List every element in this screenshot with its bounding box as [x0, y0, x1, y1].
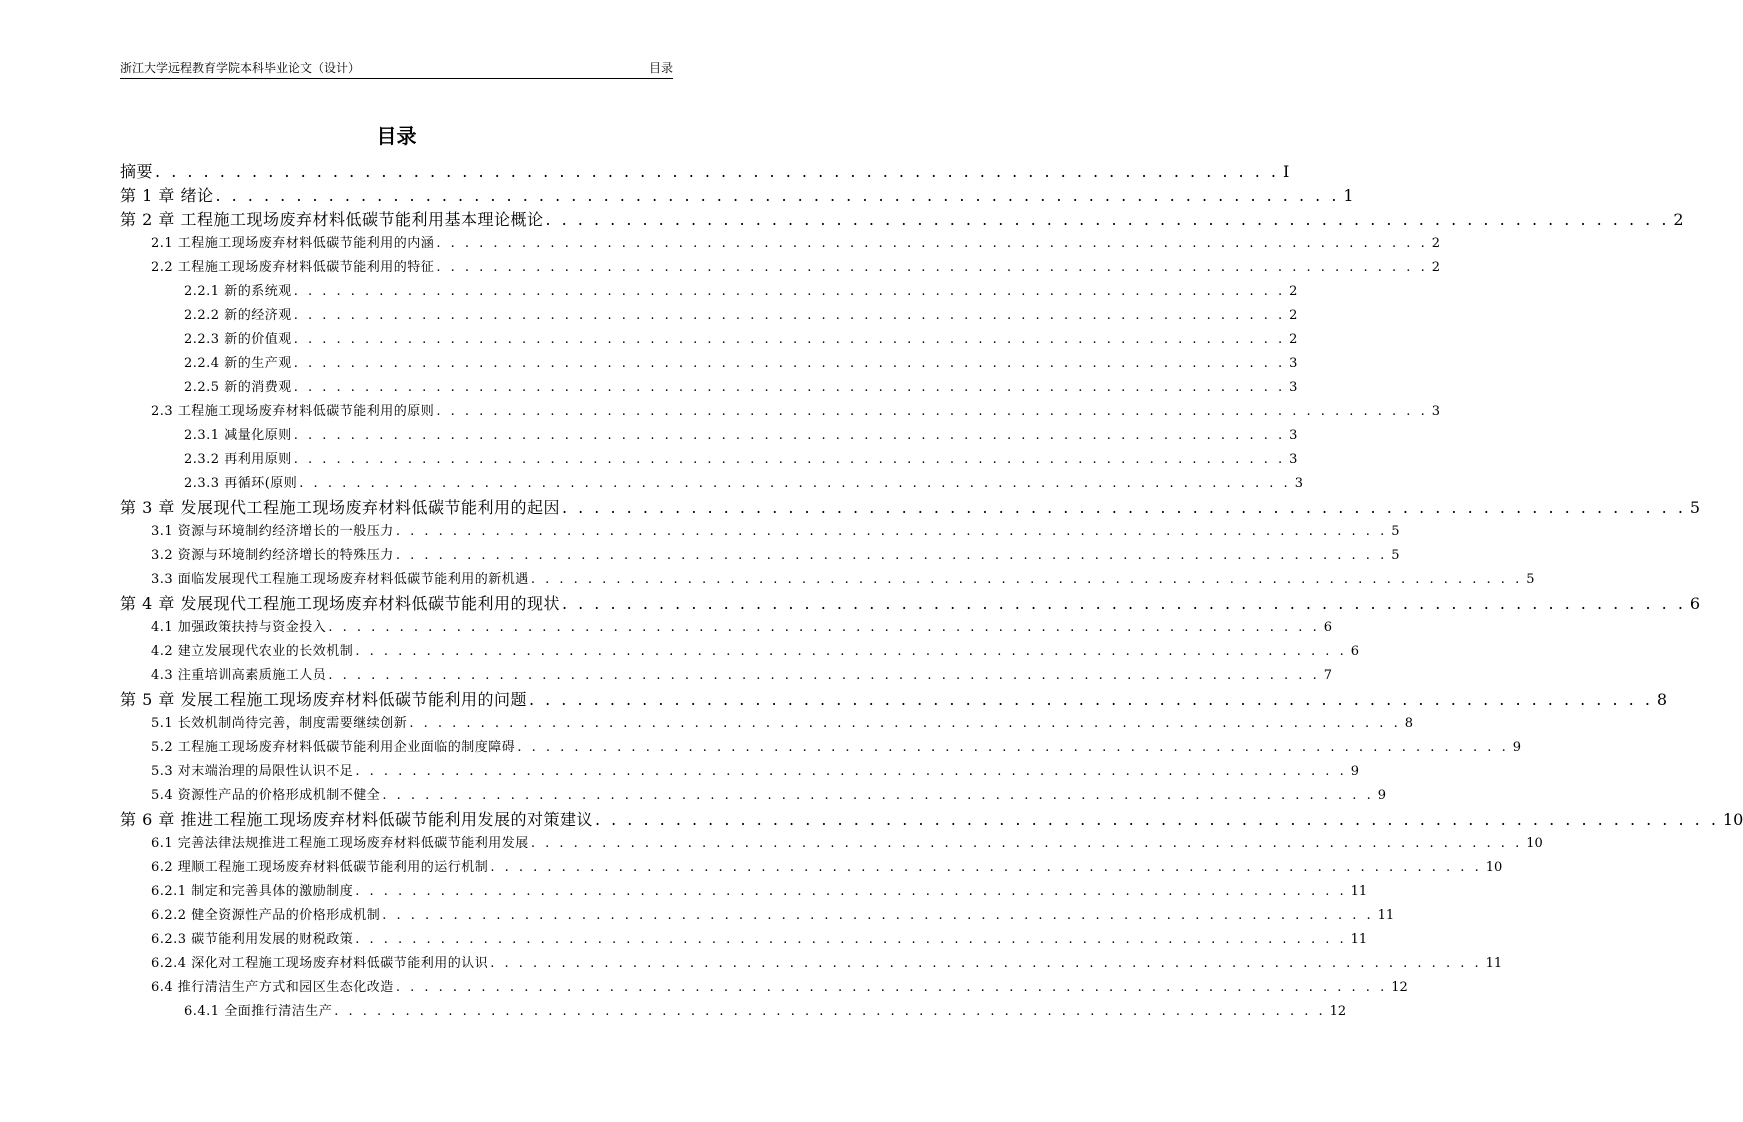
toc-entry-title: 5.2 工程施工现场废弃材料低碳节能利用企业面临的制度障碍 [151, 740, 516, 755]
toc-entry-title: 5.1 长效机制尚待完善，制度需要继续创新 [151, 716, 408, 731]
toc-entry[interactable] [120, 808, 1743, 832]
toc-entry-page-number: 9 [1377, 788, 1386, 803]
header-section-name: 目录 [648, 61, 673, 75]
toc-entry-title: 2.2 工程施工现场废弃材料低碳节能利用的特征 [151, 260, 435, 275]
toc-entry-title: 第 1 章 绪论 [120, 186, 214, 205]
toc-dot-leader: . . . . . . . . . . . . . . . . . . . . . . . . . . . . . . . . . . . . . . . . . . . . . . . . . . . . . . . . . . . . . . . . . . . . . . [355, 644, 1347, 659]
toc-entry[interactable] [120, 256, 1440, 280]
toc-entry-page-number: 12 [1329, 1004, 1347, 1019]
toc-entry-title: 6.2.4 深化对工程施工现场废弃材料低碳节能利用的认识 [151, 956, 489, 971]
toc-dot-leader: . . . . . . . . . . . . . . . . . . . . . . . . . . . . . . . . . . . . . . . . . . . . . . . . . . . . . . . . . . . . . . . . . . . . . . [545, 210, 1670, 229]
toc-entry-title: 2.2.3 新的价值观 [184, 332, 292, 347]
toc-entry[interactable] [120, 784, 1386, 808]
toc-dot-leader: . . . . . . . . . . . . . . . . . . . . . . . . . . . . . . . . . . . . . . . . . . . . . . . . . . . . . . . . . . . . . . . . . . . . . . [293, 428, 1286, 443]
toc-entry-title: 2.3.2 再利用原则 [184, 452, 292, 467]
toc-entry-title: 6.2 理顺工程施工现场废弃材料低碳节能利用的运行机制 [151, 860, 489, 875]
toc-dot-leader: . . . . . . . . . . . . . . . . . . . . . . . . . . . . . . . . . . . . . . . . . . . . . . . . . . . . . . . . . . . . . . . . . . . . . . [382, 788, 1374, 803]
toc-entry-page-number: 3 [1289, 428, 1298, 443]
toc-entry-page-number: 5 [1391, 524, 1400, 539]
toc-entry[interactable] [120, 1000, 1347, 1024]
toc-dot-leader: . . . . . . . . . . . . . . . . . . . . . . . . . . . . . . . . . . . . . . . . . . . . . . . . . . . . . . . . . . . . . . . . . . . . . . [293, 452, 1286, 467]
toc-dot-leader: . . . . . . . . . . . . . . . . . . . . . . . . . . . . . . . . . . . . . . . . . . . . . . . . . . . . . . . . . . . . . . . . . . . . . . [328, 620, 1320, 635]
toc-entry[interactable] [120, 880, 1368, 904]
toc-entry-page-number: 2 [1431, 236, 1440, 251]
toc-dot-leader: . . . . . . . . . . . . . . . . . . . . . . . . . . . . . . . . . . . . . . . . . . . . . . . . . . . . . . . . . . . . . . . . . . . . . . [293, 356, 1286, 371]
toc-entry-page-number: 11 [1350, 884, 1368, 899]
toc-entry[interactable] [120, 616, 1332, 640]
toc-entry[interactable] [120, 496, 1701, 520]
toc-entry[interactable] [120, 688, 1668, 712]
page-title: 目录 [376, 124, 417, 148]
header-document-title: 浙江大学远程教育学院本科毕业论文（设计） [120, 61, 361, 75]
toc-dot-leader: . . . . . . . . . . . . . . . . . . . . . . . . . . . . . . . . . . . . . . . . . . . . . . . . . . . . . . . . . . . . . . . . . . . . . . [528, 690, 1653, 709]
toc-entry[interactable] [120, 544, 1400, 568]
toc-entry[interactable] [120, 376, 1298, 400]
toc-entry[interactable] [120, 952, 1503, 976]
toc-entry-title: 2.2.1 新的系统观 [184, 284, 292, 299]
toc-entry-title: 5.3 对末端治理的局限性认识不足 [151, 764, 354, 779]
toc-entry[interactable] [120, 928, 1368, 952]
toc-entry[interactable] [120, 760, 1359, 784]
toc-entry-page-number: 11 [1350, 932, 1368, 947]
toc-dot-leader: . . . . . . . . . . . . . . . . . . . . . . . . . . . . . . . . . . . . . . . . . . . . . . . . . . . . . . . . . . . . . . . . . . . . . . [436, 260, 1428, 275]
toc-dot-leader: . . . . . . . . . . . . . . . . . . . . . . . . . . . . . . . . . . . . . . . . . . . . . . . . . . . . . . . . . . . . . . . . . . . . . . [436, 236, 1428, 251]
toc-entry-page-number: 5 [1526, 572, 1535, 587]
toc-entry-page-number: 3 [1289, 452, 1298, 467]
toc-entry-title: 4.2 建立发展现代农业的长效机制 [151, 644, 354, 659]
toc-entry-page-number: 8 [1404, 716, 1413, 731]
toc-entry-title: 5.4 资源性产品的价格形成机制不健全 [151, 788, 381, 803]
toc-entry-page-number: 10 [1485, 860, 1503, 875]
toc-dot-leader: . . . . . . . . . . . . . . . . . . . . . . . . . . . . . . . . . . . . . . . . . . . . . . . . . . . . . . . . . . . . . . . . . . . . . . [436, 404, 1428, 419]
toc-entry-page-number: 5 [1689, 498, 1701, 517]
toc-entry-page-number: 2 [1289, 308, 1298, 323]
toc-entry-page-number: 8 [1656, 690, 1668, 709]
toc-dot-leader: . . . . . . . . . . . . . . . . . . . . . . . . . . . . . . . . . . . . . . . . . . . . . . . . . . . . . . . . . . . . . . . . . . . . . . [490, 860, 1482, 875]
toc-entry-page-number: 11 [1485, 956, 1503, 971]
toc-entry-title: 第 3 章 发展现代工程施工现场废弃材料低碳节能利用的起因 [120, 498, 560, 517]
toc-entry-page-number: 10 [1722, 810, 1743, 829]
toc-dot-leader: . . . . . . . . . . . . . . . . . . . . . . . . . . . . . . . . . . . . . . . . . . . . . . . . . . . . . . . . . . . . . . . . . . . . . . [594, 810, 1719, 829]
toc-entry-page-number: 3 [1431, 404, 1440, 419]
toc-entry-page-number: 6 [1689, 594, 1701, 613]
toc-entry-title: 2.3 工程施工现场废弃材料低碳节能利用的原则 [151, 404, 435, 419]
toc-entry-title: 3.1 资源与环境制约经济增长的一般压力 [151, 524, 394, 539]
toc-entry-page-number: 2 [1431, 260, 1440, 275]
toc-entry-page-number: 3 [1289, 380, 1298, 395]
toc-entry[interactable] [120, 736, 1521, 760]
toc-entry-page-number: 12 [1391, 980, 1408, 995]
toc-dot-leader: . . . . . . . . . . . . . . . . . . . . . . . . . . . . . . . . . . . . . . . . . . . . . . . . . . . . . . . . . . . . . . . . . . . . . . [299, 476, 1291, 491]
toc-entry-title: 2.3.1 减量化原则 [184, 428, 292, 443]
toc-entry[interactable] [120, 352, 1298, 376]
toc-dot-leader: . . . . . . . . . . . . . . . . . . . . . . . . . . . . . . . . . . . . . . . . . . . . . . . . . . . . . . . . . . . . . . . . . . . . . . [293, 308, 1286, 323]
toc-entry-title: 第 5 章 发展工程施工现场废弃材料低碳节能利用的问题 [120, 690, 527, 709]
toc-entry-title: 3.2 资源与环境制约经济增长的特殊压力 [151, 548, 394, 563]
toc-entry-page-number: 9 [1350, 764, 1359, 779]
toc-entry[interactable] [120, 568, 1535, 592]
toc-entry[interactable] [120, 832, 1543, 856]
toc-entry-title: 摘要 [120, 162, 154, 181]
toc-entry-title: 2.1 工程施工现场废弃材料低碳节能利用的内涵 [151, 236, 435, 251]
toc-dot-leader: . . . . . . . . . . . . . . . . . . . . . . . . . . . . . . . . . . . . . . . . . . . . . . . . . . . . . . . . . . . . . . . . . . . . . . [530, 836, 1523, 851]
toc-entry-page-number: 1 [1343, 186, 1354, 205]
toc-entry[interactable] [120, 424, 1298, 448]
toc-entry[interactable] [120, 304, 1298, 328]
toc-entry[interactable] [120, 640, 1359, 664]
toc-entry[interactable] [120, 712, 1413, 736]
toc-entry-page-number: 2 [1289, 332, 1298, 347]
toc-entry-page-number: 6 [1350, 644, 1359, 659]
toc-entry-title: 2.2.5 新的消费观 [184, 380, 292, 395]
toc-entry[interactable] [120, 160, 1290, 184]
toc-entry-title: 2.2.2 新的经济观 [184, 308, 292, 323]
toc-entry-title: 2.2.4 新的生产观 [184, 356, 292, 371]
toc-dot-leader: . . . . . . . . . . . . . . . . . . . . . . . . . . . . . . . . . . . . . . . . . . . . . . . . . . . . . . . . . . . . . . . . . . . . . . [409, 716, 1401, 731]
toc-entry-title: 6.4.1 全面推行清洁生产 [184, 1004, 333, 1019]
toc-entry-title: 6.2.3 碳节能利用发展的财税政策 [151, 932, 354, 947]
page-header [120, 56, 673, 79]
toc-dot-leader: . . . . . . . . . . . . . . . . . . . . . . . . . . . . . . . . . . . . . . . . . . . . . . . . . . . . . . . . . . . . . . . . . . . . . . [395, 524, 1388, 539]
toc-dot-leader: . . . . . . . . . . . . . . . . . . . . . . . . . . . . . . . . . . . . . . . . . . . . . . . . . . . . . . . . . . . . . . . . . . . . . . [530, 572, 1523, 587]
toc-entry[interactable] [120, 232, 1440, 256]
toc-dot-leader: . . . . . . . . . . . . . . . . . . . . . . . . . . . . . . . . . . . . . . . . . . . . . . . . . . . . . . . . . . . . . . . . . . . . . . [328, 668, 1320, 683]
toc-entry[interactable] [120, 472, 1303, 496]
toc-entry-page-number: 2 [1289, 284, 1298, 299]
toc-entry-title: 第 6 章 推进工程施工现场废弃材料低碳节能利用发展的对策建议 [120, 810, 593, 829]
toc-entry-page-number: 5 [1391, 548, 1400, 563]
toc-dot-leader: . . . . . . . . . . . . . . . . . . . . . . . . . . . . . . . . . . . . . . . . . . . . . . . . . . . . . . . . . . . . . . . . . . . . . . [155, 162, 1279, 181]
toc-entry-page-number: 9 [1512, 740, 1521, 755]
toc-entry-page-number: 3 [1289, 356, 1298, 371]
toc-entry-page-number: 2 [1673, 210, 1684, 229]
table-of-contents [120, 160, 1743, 1024]
toc-entry-page-number: I [1282, 162, 1290, 181]
toc-entry-title: 第 2 章 工程施工现场废弃材料低碳节能利用基本理论概论 [120, 210, 544, 229]
toc-entry-page-number: 7 [1323, 668, 1332, 683]
toc-entry-page-number: 6 [1323, 620, 1332, 635]
toc-entry-title: 6.4 推行清洁生产方式和园区生态化改造 [151, 980, 394, 995]
toc-entry[interactable] [120, 184, 1354, 208]
toc-entry-page-number: 10 [1526, 836, 1543, 851]
toc-dot-leader: . . . . . . . . . . . . . . . . . . . . . . . . . . . . . . . . . . . . . . . . . . . . . . . . . . . . . . . . . . . . . . . . . . . . . . [293, 284, 1286, 299]
toc-dot-leader: . . . . . . . . . . . . . . . . . . . . . . . . . . . . . . . . . . . . . . . . . . . . . . . . . . . . . . . . . . . . . . . . . . . . . . [334, 1004, 1326, 1019]
toc-entry[interactable] [120, 328, 1298, 352]
toc-entry-page-number: 11 [1377, 908, 1395, 923]
toc-dot-leader: . . . . . . . . . . . . . . . . . . . . . . . . . . . . . . . . . . . . . . . . . . . . . . . . . . . . . . . . . . . . . . . . . . . . . . [293, 332, 1286, 347]
toc-entry-title: 3.3 面临发展现代工程施工现场废弃材料低碳节能利用的新机遇 [151, 572, 529, 587]
toc-dot-leader: . . . . . . . . . . . . . . . . . . . . . . . . . . . . . . . . . . . . . . . . . . . . . . . . . . . . . . . . . . . . . . . . . . . . . . [561, 594, 1686, 613]
toc-entry-title: 4.1 加强政策扶持与资金投入 [151, 620, 327, 635]
toc-entry[interactable] [120, 664, 1332, 688]
toc-dot-leader: . . . . . . . . . . . . . . . . . . . . . . . . . . . . . . . . . . . . . . . . . . . . . . . . . . . . . . . . . . . . . . . . . . . . . . [561, 498, 1686, 517]
toc-entry[interactable] [120, 448, 1298, 472]
toc-dot-leader: . . . . . . . . . . . . . . . . . . . . . . . . . . . . . . . . . . . . . . . . . . . . . . . . . . . . . . . . . . . . . . . . . . . . . . [355, 884, 1347, 899]
toc-entry[interactable] [120, 904, 1395, 928]
toc-entry[interactable] [120, 400, 1440, 424]
toc-entry[interactable] [120, 592, 1701, 616]
toc-entry-page-number: 3 [1294, 476, 1303, 491]
toc-dot-leader: . . . . . . . . . . . . . . . . . . . . . . . . . . . . . . . . . . . . . . . . . . . . . . . . . . . . . . . . . . . . . . . . . . . . . . [293, 380, 1286, 395]
toc-entry[interactable] [120, 280, 1298, 304]
toc-entry-title: 第 4 章 发展现代工程施工现场废弃材料低碳节能利用的现状 [120, 594, 560, 613]
toc-dot-leader: . . . . . . . . . . . . . . . . . . . . . . . . . . . . . . . . . . . . . . . . . . . . . . . . . . . . . . . . . . . . . . . . . . . . . . [395, 980, 1388, 995]
toc-dot-leader: . . . . . . . . . . . . . . . . . . . . . . . . . . . . . . . . . . . . . . . . . . . . . . . . . . . . . . . . . . . . . . . . . . . . . . [215, 186, 1340, 205]
toc-entry-title: 4.3 注重培训高素质施工人员 [151, 668, 327, 683]
toc-dot-leader: . . . . . . . . . . . . . . . . . . . . . . . . . . . . . . . . . . . . . . . . . . . . . . . . . . . . . . . . . . . . . . . . . . . . . . [355, 764, 1347, 779]
toc-dot-leader: . . . . . . . . . . . . . . . . . . . . . . . . . . . . . . . . . . . . . . . . . . . . . . . . . . . . . . . . . . . . . . . . . . . . . . [395, 548, 1388, 563]
toc-entry[interactable] [120, 856, 1503, 880]
toc-entry-title: 6.2.2 健全资源性产品的价格形成机制 [151, 908, 381, 923]
toc-entry-title: 6.1 完善法律法规推进工程施工现场废弃材料低碳节能利用发展 [151, 836, 529, 851]
toc-dot-leader: . . . . . . . . . . . . . . . . . . . . . . . . . . . . . . . . . . . . . . . . . . . . . . . . . . . . . . . . . . . . . . . . . . . . . . [490, 956, 1482, 971]
toc-entry-title: 6.2.1 制定和完善具体的激励制度 [151, 884, 354, 899]
toc-entry-title: 2.3.3 再循环(原则 [184, 476, 298, 491]
toc-entry[interactable] [120, 208, 1684, 232]
toc-dot-leader: . . . . . . . . . . . . . . . . . . . . . . . . . . . . . . . . . . . . . . . . . . . . . . . . . . . . . . . . . . . . . . . . . . . . . . [517, 740, 1509, 755]
toc-entry[interactable] [120, 520, 1400, 544]
toc-entry[interactable] [120, 976, 1408, 1000]
toc-dot-leader: . . . . . . . . . . . . . . . . . . . . . . . . . . . . . . . . . . . . . . . . . . . . . . . . . . . . . . . . . . . . . . . . . . . . . . [382, 908, 1374, 923]
toc-dot-leader: . . . . . . . . . . . . . . . . . . . . . . . . . . . . . . . . . . . . . . . . . . . . . . . . . . . . . . . . . . . . . . . . . . . . . . [355, 932, 1347, 947]
